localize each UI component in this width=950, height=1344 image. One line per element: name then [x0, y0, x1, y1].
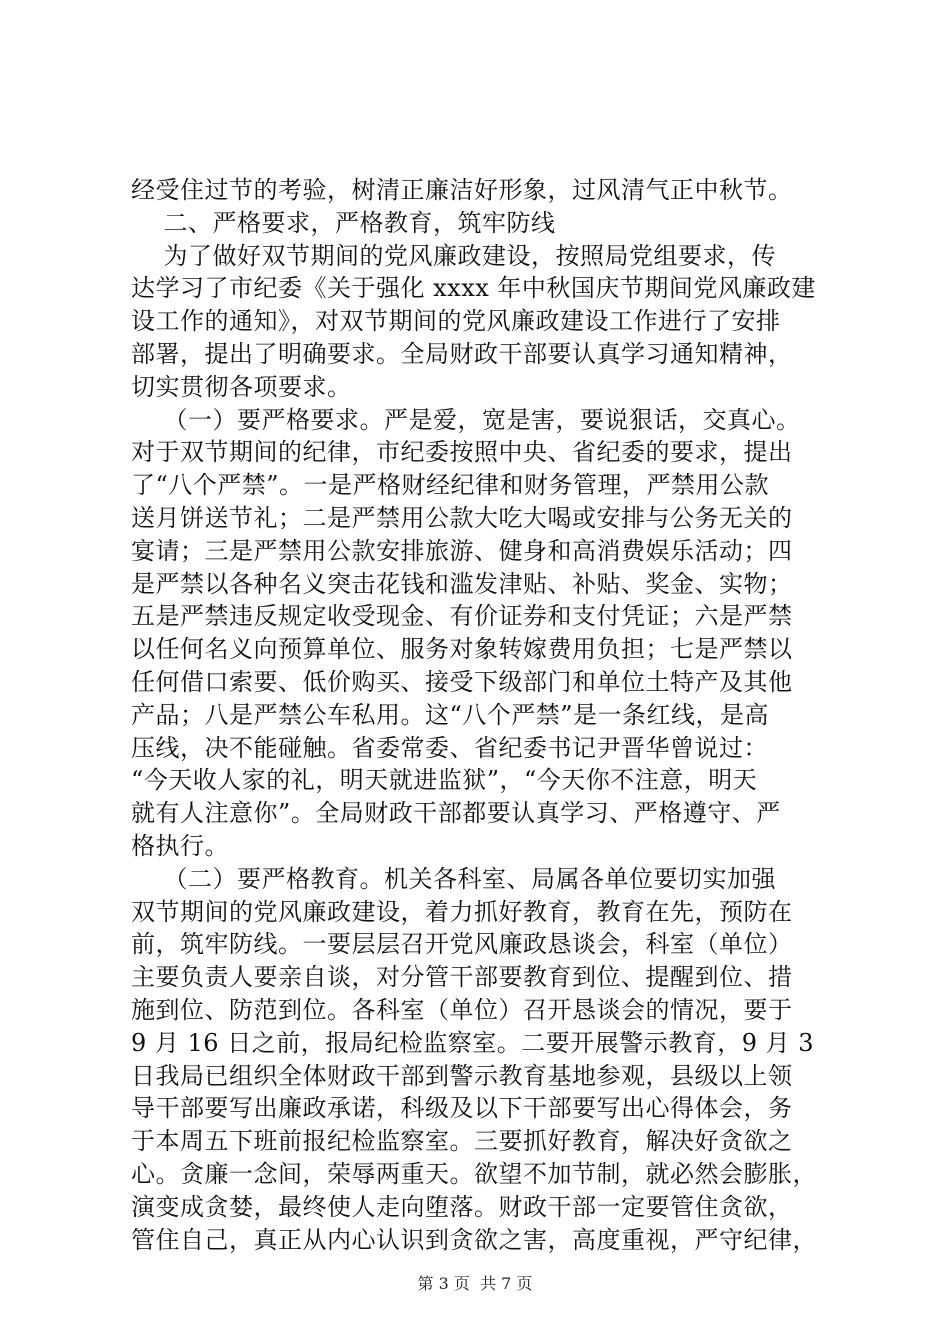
text-line: 五是严禁违反规定收受现金、有价证券和支付凭证；六是严禁 [131, 602, 793, 631]
text-line: “今天收人家的礼，明天就进监狱”，“今天你不注意，明天 [131, 766, 758, 795]
subsection-line: （一）要严格要求。严是爱，宽是害，要说狠话，交真心。 [131, 405, 801, 434]
text-line: 任何借口索要、低价购买、接受下级部门和单位土特产及其他 [131, 667, 793, 696]
text-line: 施到位、防范到位。各科室（单位）召开恳谈会的情况，要于 [131, 995, 793, 1024]
text-line: 于本周五下班前报纪检监察室。三要抓好教育，解决好贪欲之 [131, 1127, 793, 1156]
body-text [131, 174, 831, 1256]
text-line: 产品；八是严禁公车私用。这“八个严禁”是一条红线，是高 [131, 700, 770, 729]
text-line: 就有人注意你”。全局财政干部都要认真学习、严格遵守、严 [131, 799, 781, 828]
text-line: 压线，决不能碰触。省委常委、省纪委书记尹晋华曾说过： [131, 733, 768, 762]
subsection-line: （二）要严格教育。机关各科室、局属各单位要切实加强 [131, 864, 777, 893]
text-line: 送月饼送节礼；二是严禁用公款大吃大喝或安排与公务无关的 [131, 503, 793, 532]
text-line: 部署，提出了明确要求。全局财政干部要认真学习通知精神， [131, 339, 793, 368]
text-line: 9 月 16 日之前，报局纪检监察室。二要开展警示教育，9 月 3 [131, 1028, 814, 1057]
text-line: 达学习了市纪委《关于强化 xxxx 年中秋国庆节期间党风廉政建 [131, 274, 816, 303]
text-line: 前，筑牢防线。一要层层召开党风廉政恳谈会，科室（单位） [131, 930, 793, 959]
text-line: 以任何名义向预算单位、服务对象转嫁费用负担；七是严禁以 [131, 635, 793, 664]
text-line: 对于双节期间的纪律，市纪委按照中央、省纪委的要求，提出 [131, 438, 793, 467]
text-line: 日我局已组织全体财政干部到警示教育基地参观，县级以上领 [131, 1061, 793, 1090]
text-line: 经受住过节的考验，树清正廉洁好形象，过风清气正中秋节。 [131, 176, 793, 204]
text-line: 切实贯彻各项要求。 [131, 372, 352, 401]
text-line: 设工作的通知》，对双节期间的党风廉政建设工作进行了安排 [131, 307, 781, 336]
text-line: 主要负责人要亲自谈，对分管干部要教育到位、提醒到位、措 [131, 963, 793, 992]
text-line: 管住自己，真正从内心认识到贪欲之害，高度重视，严守纪律， [131, 1225, 817, 1254]
text-line: 导干部要写出廉政承诺，科级及以下干部要写出心得体会，务 [131, 1094, 793, 1123]
text-line: 为了做好双节期间的党风廉政建设，按照局党组要求，传 [131, 241, 777, 270]
text-line: 格执行。 [131, 831, 229, 860]
page-number-footer: 第 3 页 共 7 页 [417, 1274, 533, 1293]
text-line: 了“八个严禁”。一是严格财经纪律和财务管理，严禁用公款 [131, 471, 770, 500]
section-heading: 二、严格要求，严格教育，筑牢防线 [131, 208, 556, 237]
text-line: 演变成贪婪，最终使人走向堕落。财政干部一定要管住贪欲， [131, 1192, 793, 1221]
text-line: 是严禁以各种名义突击花钱和滥发津贴、补贴、奖金、实物； [131, 569, 793, 598]
text-line: 双节期间的党风廉政建设，着力抓好教育，教育在先，预防在 [131, 897, 793, 926]
text-line: 宴请；三是严禁用公款安排旅游、健身和高消费娱乐活动；四 [131, 536, 793, 565]
text-line: 心。贪廉一念间，荣辱两重天。欲望不加节制，就必然会膨胀， [131, 1159, 817, 1188]
